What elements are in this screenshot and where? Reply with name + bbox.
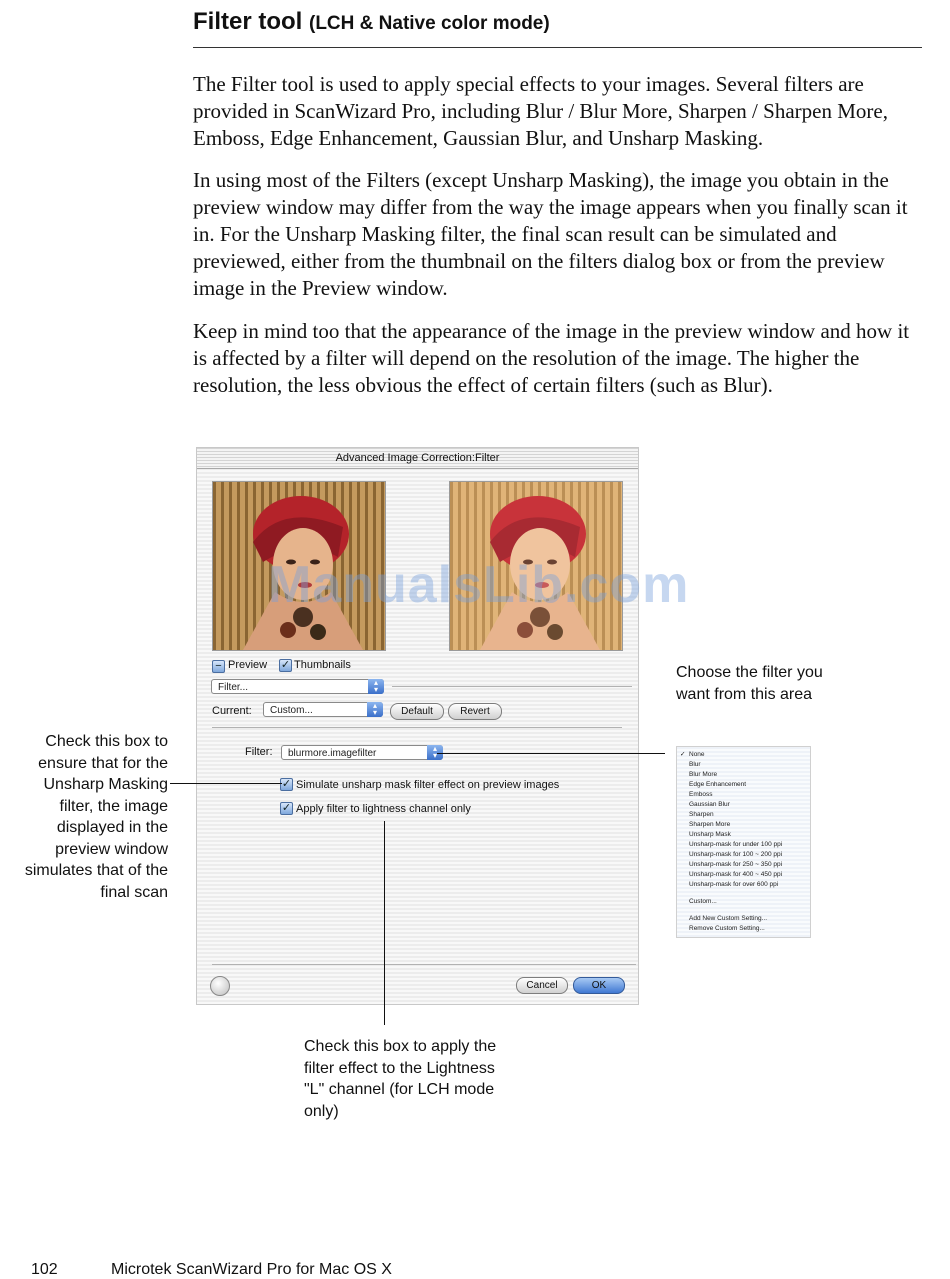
popup-arrows-icon: ▴ ▾: [367, 702, 383, 717]
menu-item-remove-custom[interactable]: Remove Custom Setting...: [689, 925, 765, 932]
ok-button[interactable]: OK: [573, 977, 625, 994]
default-button[interactable]: Default: [390, 703, 444, 720]
menu-item-blur-more[interactable]: Blur More: [689, 771, 718, 778]
current-setting-popup[interactable]: [263, 702, 383, 717]
preview-label: Preview: [228, 659, 268, 671]
heading-subtitle: (LCH & Native color mode): [309, 13, 550, 34]
menu-item-unsharp-400-450[interactable]: Unsharp-mask for 400 ~ 450 ppi: [689, 871, 783, 878]
selected-check-icon: ✓: [680, 751, 686, 758]
filter-settings-popup[interactable]: [211, 679, 384, 694]
menu-item-sharpen[interactable]: Sharpen: [689, 811, 714, 818]
lightness-only-checkbox[interactable]: ✓: [281, 802, 292, 814]
separator-line: [212, 964, 636, 965]
page-number: 102: [31, 1261, 58, 1278]
menu-item-none[interactable]: None: [689, 751, 705, 758]
help-icon[interactable]: [210, 976, 230, 996]
menu-item-blur[interactable]: Blur: [689, 761, 701, 768]
thumbnails-checkbox[interactable]: ✓: [280, 659, 291, 671]
annotation-choose-filter: Choose the filter you want from this area: [676, 664, 823, 703]
callout-line-lightness: [384, 821, 385, 1025]
separator-line: [212, 727, 622, 728]
menu-item-emboss[interactable]: Emboss: [689, 791, 713, 798]
thumbnails-label: Thumbnails: [294, 659, 351, 671]
paragraph-resolution: Keep in mind too that the appearance of the image in the preview window and how it is affected by a filter will depend on the resolution of the image. The higher the resolution, the less obvious the effect of certain filters (such as Blur).: [193, 319, 910, 397]
popup-arrows-icon: ▴ ▾: [427, 745, 443, 760]
filter-type-value: blurmore.imagefilter: [288, 748, 377, 759]
cancel-button[interactable]: Cancel: [516, 977, 568, 994]
paragraph-intro: The Filter tool is used to apply special effects to your images. Several filters are provided in ScanWizard Pro, including Blur / Blur More, Sharpen / Sharpen More, Emboss, Edge Enhancement, Gaussian Blur, and Unsharp Masking.: [193, 72, 888, 150]
menu-item-custom[interactable]: Custom...: [689, 898, 717, 905]
popup-arrows-icon: ▴ ▾: [368, 679, 384, 694]
lightness-only-label: Apply filter to lightness channel only: [296, 803, 471, 815]
filter-label: Filter:: [245, 746, 273, 758]
menu-item-edge-enhancement[interactable]: Edge Enhancement: [689, 781, 747, 788]
book-title: Microtek ScanWizard Pro for Mac OS X: [111, 1261, 392, 1278]
filter-type-popup[interactable]: [281, 745, 443, 760]
section-heading: [193, 8, 550, 36]
menu-item-gaussian-blur[interactable]: Gaussian Blur: [689, 801, 730, 808]
menu-item-unsharp-mask[interactable]: Unsharp Mask: [689, 831, 731, 838]
simulate-unsharp-checkbox[interactable]: ✓: [281, 778, 292, 790]
simulate-unsharp-label: Simulate unsharp mask filter effect on preview images: [296, 779, 560, 791]
callout-line-unsharp: [170, 783, 282, 784]
menu-item-unsharp-over-600[interactable]: Unsharp-mask for over 600 ppi: [689, 881, 779, 888]
menu-item-sharpen-more[interactable]: Sharpen More: [689, 821, 731, 828]
current-label: Current:: [212, 705, 252, 717]
filter-settings-value: Filter...: [218, 682, 249, 693]
separator-line: [392, 686, 632, 687]
dialog-title: Advanced Image Correction:Filter: [197, 448, 638, 469]
annotation-lightness-check: Check this box to apply the filter effect to the Lightness "L" channel (for LCH mode only): [304, 1038, 497, 1120]
watermark: ManualsLib.com: [268, 556, 690, 614]
preview-checkbox[interactable]: −: [212, 660, 225, 673]
heading-title: Filter tool: [193, 8, 303, 35]
paragraph-preview-difference: In using most of the Filters (except Unsharp Masking), the image you obtain in the preview window may differ from the way the image appears when you finally scan it in. For the Unsharp Masking filter, the final scan result can be simulated and previewed, either from the thumbnail on the filters dialog box or from the preview image in the Preview window.: [193, 168, 908, 300]
annotation-unsharp-check: Check this box to ensure that for the Unsharp Masking filter, the image displayed in the preview window simulates that of the final scan: [24, 733, 168, 901]
filter-dropdown-menu: [676, 746, 811, 938]
menu-item-add-custom[interactable]: Add New Custom Setting...: [689, 915, 768, 922]
revert-button[interactable]: Revert: [448, 703, 502, 720]
menu-item-unsharp-250-350[interactable]: Unsharp-mask for 250 ~ 350 ppi: [689, 861, 783, 868]
menu-item-unsharp-100-200[interactable]: Unsharp-mask for 100 ~ 200 ppi: [689, 851, 783, 858]
heading-rule: [193, 47, 922, 48]
filter-dialog: [196, 447, 639, 1005]
callout-line-filter: [437, 753, 665, 754]
menu-item-unsharp-under-100[interactable]: Unsharp-mask for under 100 ppi: [689, 841, 783, 848]
current-setting-value: Custom...: [270, 705, 313, 716]
